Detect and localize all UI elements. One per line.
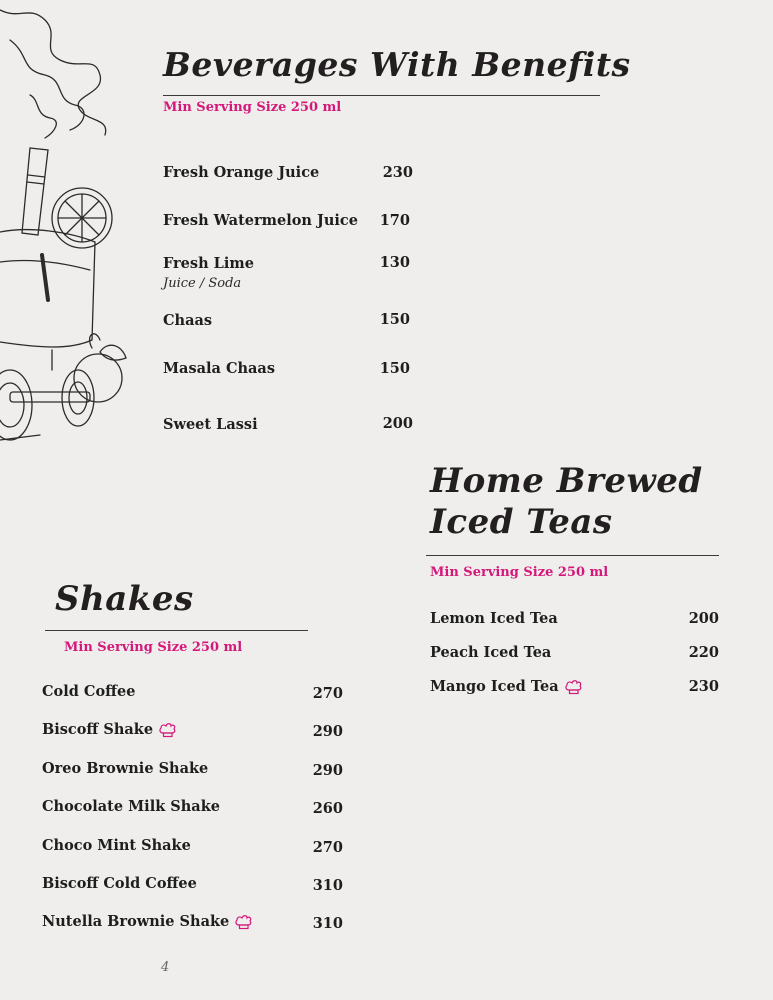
list-item-price: 130	[379, 254, 410, 271]
list-item-price: 230	[382, 164, 413, 181]
list-item-price: 200	[688, 610, 719, 627]
list-item-name: Chocolate Milk Shake	[42, 798, 220, 815]
list-item-label: Nutella Brownie Shake	[42, 913, 230, 930]
iced-teas-title-line1: Home Brewed	[430, 461, 703, 501]
chef-hat-icon	[159, 723, 176, 738]
beverages-title-rule	[163, 95, 600, 96]
list-item-name: Oreo Brownie Shake	[42, 760, 209, 777]
juice-glass-illustration	[0, 0, 135, 450]
beverages-serving-size: Min Serving Size 250 ml	[163, 100, 342, 115]
list-item-price: 260	[312, 800, 343, 817]
list-item-price: 150	[379, 360, 410, 377]
list-item-name: Choco Mint Shake	[42, 837, 191, 854]
list-item-name: Biscoff Cold Coffee	[42, 875, 197, 892]
list-item-note: Juice / Soda	[163, 276, 242, 291]
list-item-label: Biscoff Shake	[42, 721, 154, 738]
iced-teas-title-rule	[426, 555, 719, 556]
list-item-name: Cold Coffee	[42, 683, 136, 700]
shakes-title-rule	[45, 630, 308, 631]
list-item-price: 230	[688, 678, 719, 695]
list-item-name: Peach Iced Tea	[430, 644, 552, 661]
list-item-price: 270	[312, 839, 343, 856]
list-item-price: 290	[312, 762, 343, 779]
beverages-title: Beverages With Benefits	[163, 45, 631, 84]
list-item-name	[42, 913, 252, 930]
list-item-price: 170	[379, 212, 410, 229]
shakes-title: Shakes	[55, 579, 194, 619]
list-item-label: Mango Iced Tea	[430, 678, 559, 695]
chef-hat-icon	[565, 680, 582, 695]
list-item-price: 310	[312, 877, 343, 894]
page-number: 4	[161, 960, 170, 975]
list-item-name: Fresh Watermelon Juice	[163, 212, 358, 229]
iced-teas-title-line2: Iced Teas	[430, 502, 613, 543]
list-item-price: 150	[379, 311, 410, 328]
list-item-price: 270	[312, 685, 343, 702]
list-item-name: Masala Chaas	[163, 360, 275, 377]
list-item-price: 200	[382, 415, 413, 432]
list-item-name: Sweet Lassi	[163, 416, 258, 433]
shakes-serving-size: Min Serving Size 250 ml	[64, 640, 243, 655]
list-item-name	[430, 678, 582, 695]
list-item-name: Lemon Iced Tea	[430, 610, 558, 627]
chef-hat-icon	[235, 915, 252, 930]
list-item-name	[42, 721, 176, 738]
list-item-name: Fresh Lime	[163, 255, 254, 272]
list-item-price: 310	[312, 915, 343, 932]
iced-teas-title	[430, 462, 703, 542]
list-item-price: 290	[312, 723, 343, 740]
list-item-price: 220	[688, 644, 719, 661]
list-item-name: Fresh Orange Juice	[163, 164, 320, 181]
iced-teas-serving-size: Min Serving Size 250 ml	[430, 565, 609, 580]
list-item-name: Chaas	[163, 312, 213, 329]
